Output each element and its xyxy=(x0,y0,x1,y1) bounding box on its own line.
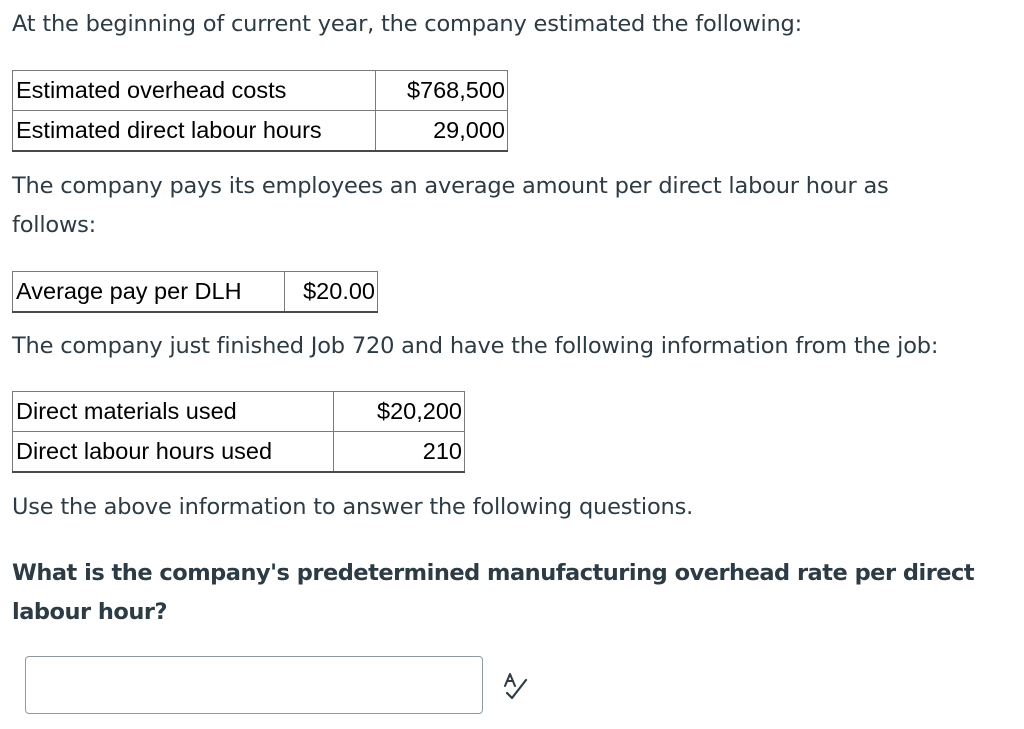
job-label-materials: Direct materials used xyxy=(13,392,334,432)
pay-table xyxy=(12,271,378,313)
estimate-label-dlh: Estimated direct labour hours xyxy=(13,111,376,151)
estimate-value-dlh: 29,000 xyxy=(376,111,508,151)
spell-check-icon[interactable] xyxy=(502,672,530,700)
job-table xyxy=(12,391,465,473)
table-row xyxy=(13,392,465,432)
pay-label: Average pay per DLH xyxy=(13,272,285,312)
job-value-hours: 210 xyxy=(334,432,465,472)
pay-intro-line2: follows: xyxy=(12,212,97,238)
job-label-hours: Direct labour hours used xyxy=(13,432,334,472)
pay-intro-text xyxy=(12,167,889,245)
estimate-label-overhead: Estimated overhead costs xyxy=(13,71,376,111)
instruction-text: Use the above information to answer the following questions. xyxy=(12,494,694,520)
estimate-value-overhead: $768,500 xyxy=(376,71,508,111)
question-text xyxy=(12,554,974,632)
job-intro-text: The company just finished Job 720 and have the following information from the job: xyxy=(12,333,939,359)
pay-value: $20.00 xyxy=(285,272,378,312)
table-row xyxy=(13,111,508,151)
intro-text: At the beginning of current year, the company estimated the following: xyxy=(12,11,803,37)
table-row xyxy=(13,71,508,111)
answer-input[interactable] xyxy=(25,656,483,714)
table-row xyxy=(13,432,465,472)
question-line1: What is the company's predetermined manufacturing overhead rate per direct xyxy=(12,560,975,586)
estimates-table xyxy=(12,70,508,152)
question-line2: labour hour? xyxy=(12,599,168,625)
pay-intro-line1: The company pays its employees an average amount per direct labour hour as xyxy=(12,173,889,199)
job-value-materials: $20,200 xyxy=(334,392,465,432)
table-row xyxy=(13,272,378,312)
